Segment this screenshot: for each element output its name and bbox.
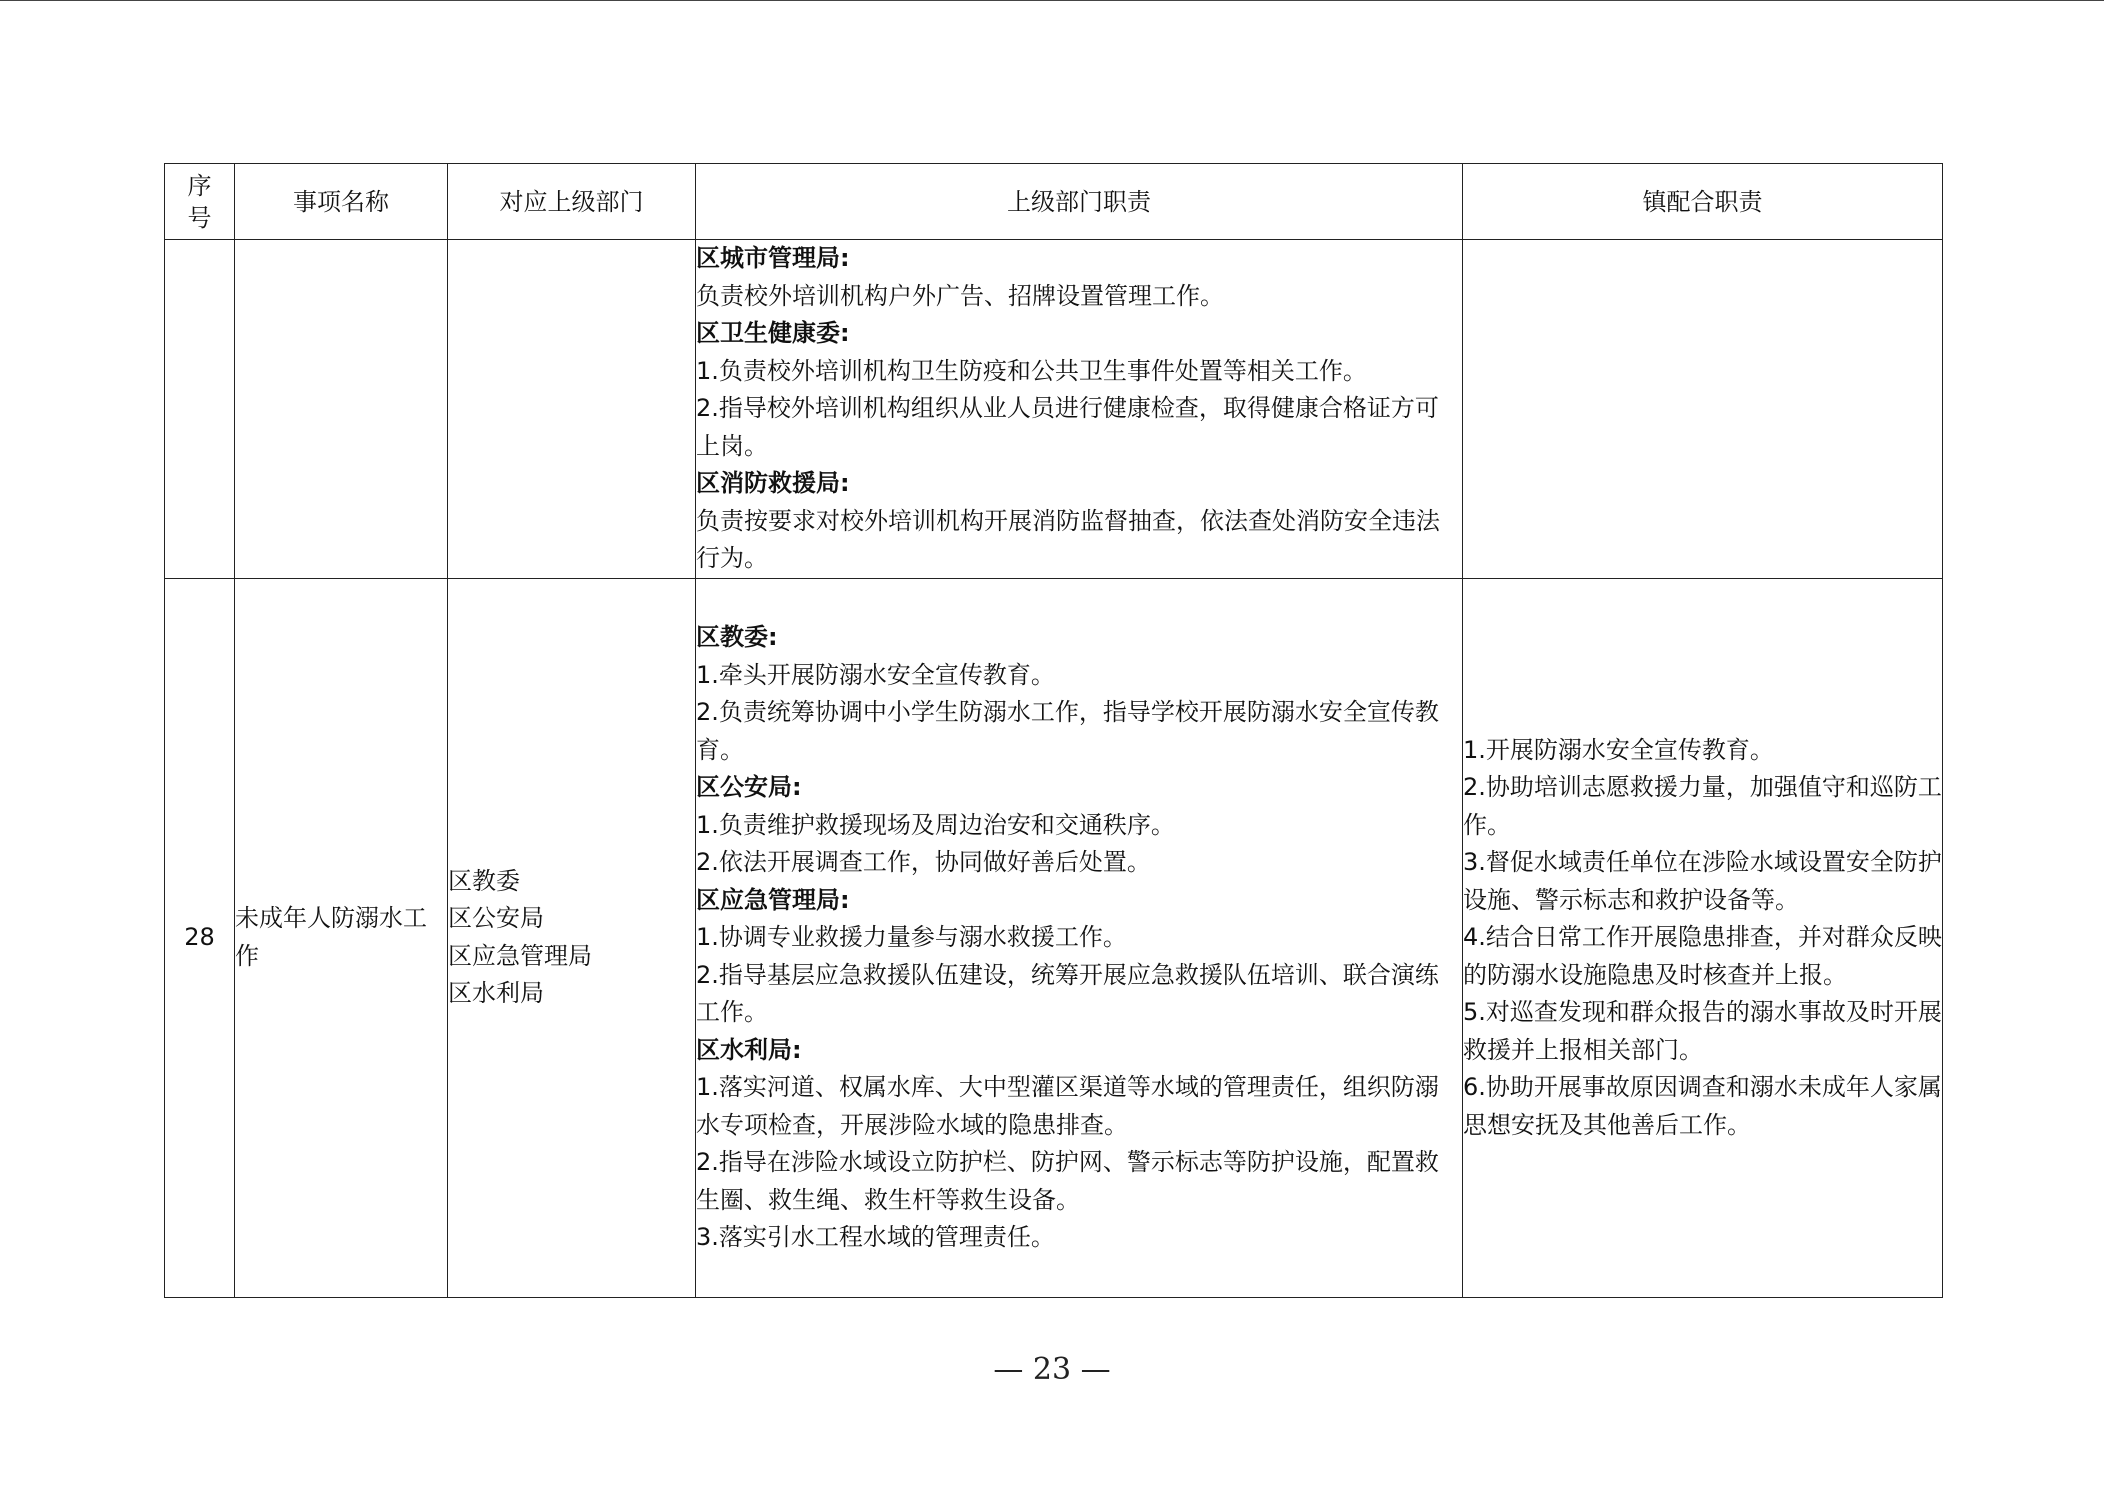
town-duty-item: 4.结合日常工作开展隐患排查，并对群众反映的防溺水设施隐患及时核查并上报。 bbox=[1463, 923, 1942, 989]
duty-item: 1.负责校外培训机构卫生防疫和公共卫生事件处置等相关工作。 bbox=[696, 356, 1367, 385]
town-duty-item: 5.对巡查发现和群众报告的溺水事故及时开展救援并上报相关部门。 bbox=[1463, 998, 1942, 1064]
duty-item: 2.负责统筹协调中小学生防溺水工作，指导学校开展防溺水安全宣传教育。 bbox=[696, 698, 1439, 764]
duty-dept-heading: 区应急管理局: bbox=[696, 885, 850, 914]
duty-table bbox=[164, 163, 1943, 1298]
header-duty: 上级部门职责 bbox=[696, 164, 1463, 240]
header-town: 镇配合职责 bbox=[1463, 164, 1943, 240]
table-header-row bbox=[165, 164, 1943, 240]
duty-item: 2.指导在涉险水域设立防护栏、防护网、警示标志等防护设施，配置救生圈、救生绳、救生杆等救生设备。 bbox=[696, 1148, 1439, 1214]
town-duty-item: 3.督促水域责任单位在涉险水域设置安全防护设施、警示标志和救护设备等。 bbox=[1463, 848, 1942, 914]
cell-seq bbox=[165, 240, 235, 579]
duty-dept-heading: 区教委: bbox=[696, 623, 778, 651]
table-row bbox=[165, 579, 1943, 1298]
town-duty-item: 1.开展防溺水安全宣传教育。 bbox=[1463, 735, 1774, 764]
header-seq: 序号 bbox=[165, 164, 235, 240]
table-row bbox=[165, 240, 1943, 579]
header-dept: 对应上级部门 bbox=[448, 164, 696, 240]
cell-duty bbox=[696, 579, 1463, 1298]
town-duty-item: 6.协助开展事故原因调查和溺水未成年人家属思想安抚及其他善后工作。 bbox=[1463, 1073, 1942, 1139]
page-number: — 23 — bbox=[993, 1352, 1111, 1387]
cell-dept bbox=[448, 240, 696, 579]
duty-item: 2.指导校外培训机构组织从业人员进行健康检查，取得健康合格证方可上岗。 bbox=[696, 394, 1439, 460]
duty-item: 1.协调专业救援力量参与溺水救援工作。 bbox=[696, 923, 1127, 951]
duty-item: 2.依法开展调查工作，协同做好善后处置。 bbox=[696, 848, 1151, 876]
dept-item: 区应急管理局 bbox=[448, 941, 592, 970]
town-duty-item: 2.协助培训志愿救援力量，加强值守和巡防工作。 bbox=[1463, 773, 1942, 839]
cell-name bbox=[235, 240, 448, 579]
duty-item: 负责按要求对校外培训机构开展消防监督抽查，依法查处消防安全违法行为。 bbox=[696, 506, 1440, 573]
cell-dept bbox=[448, 579, 696, 1298]
cell-town bbox=[1463, 240, 1943, 579]
cell-seq: 28 bbox=[165, 579, 235, 1298]
cell-town bbox=[1463, 579, 1943, 1298]
duty-dept-heading: 区卫生健康委: bbox=[696, 319, 850, 348]
dept-item: 区水利局 bbox=[448, 979, 544, 1008]
duty-dept-heading: 区消防救援局: bbox=[696, 469, 850, 498]
duty-dept-heading: 区公安局: bbox=[696, 773, 802, 801]
duty-item: 1.落实河道、权属水库、大中型灌区渠道等水域的管理责任，组织防溺水专项检查，开展涉险水域的隐患排查。 bbox=[696, 1073, 1439, 1139]
dept-item: 区公安局 bbox=[448, 904, 544, 933]
duty-dept-heading: 区城市管理局: bbox=[696, 244, 850, 273]
duty-dept-heading: 区水利局: bbox=[696, 1035, 802, 1064]
dept-item: 区教委 bbox=[448, 866, 520, 895]
duty-item: 负责校外培训机构户外广告、招牌设置管理工作。 bbox=[696, 281, 1224, 310]
duty-item: 1.牵头开展防溺水安全宣传教育。 bbox=[696, 660, 1055, 689]
header-name: 事项名称 bbox=[235, 164, 448, 240]
duty-item: 1.负责维护救援现场及周边治安和交通秩序。 bbox=[696, 810, 1175, 839]
cell-duty bbox=[696, 240, 1463, 579]
cell-name: 未成年人防溺水工作 bbox=[235, 579, 448, 1298]
page-top-rule bbox=[0, 0, 2104, 1]
duty-item: 3.落实引水工程水域的管理责任。 bbox=[696, 1223, 1055, 1251]
duty-item: 2.指导基层应急救援队伍建设，统筹开展应急救援队伍培训、联合演练工作。 bbox=[696, 960, 1439, 1026]
